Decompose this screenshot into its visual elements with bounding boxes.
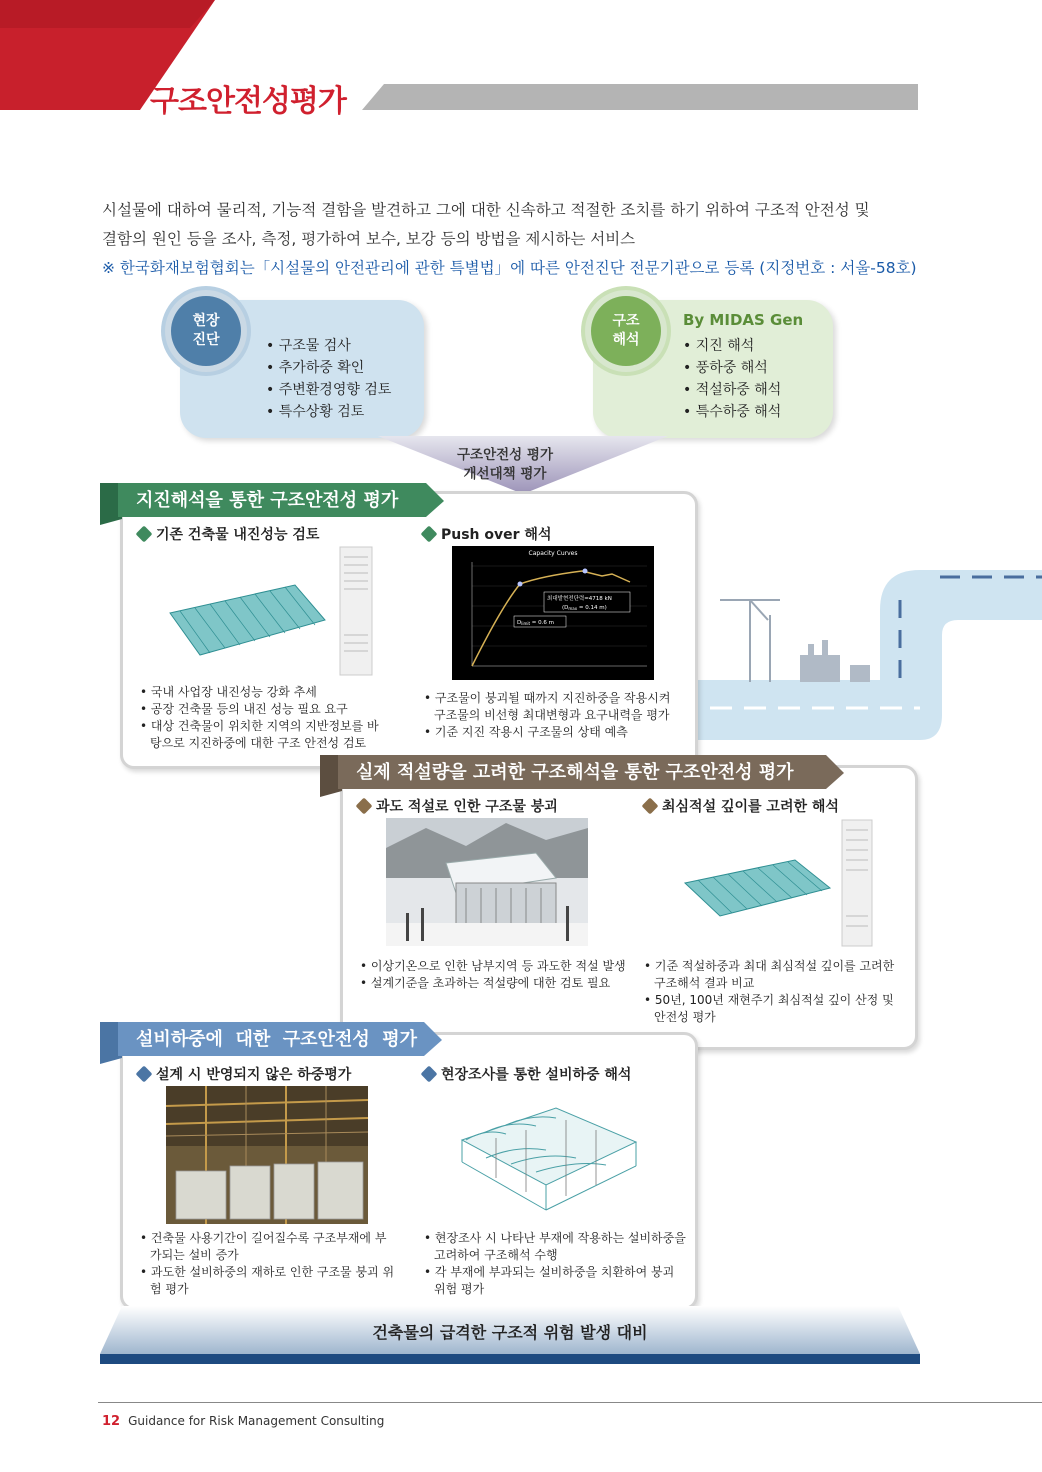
- list-item: • 각 부재에 부과되는 설비하중을 치환하여 붕괴 위험 평가: [424, 1264, 686, 1298]
- section3-right-bullets: [424, 1230, 686, 1298]
- section3-left-subtitle: [138, 1064, 351, 1084]
- field-diagnosis-list: [266, 335, 391, 423]
- list-item: • 건축물 사용기간이 길어질수록 구조부재에 부가되는 설비 증가: [140, 1230, 395, 1264]
- list-item: • 추가하중 확인: [266, 357, 391, 379]
- section3-right-subtitle: [423, 1064, 631, 1084]
- field-diagnosis-circle: [165, 290, 247, 372]
- subtitle-text: 최심적설 깊이를 고려한 해석: [662, 799, 839, 815]
- page-number: 12: [102, 1414, 121, 1429]
- list-item: • 50년, 100년 재현주기 최심적설 깊이 산정 및 안전성 평가: [644, 992, 904, 1026]
- midas-subtitle: By MIDAS Gen: [683, 311, 804, 329]
- footer-banner-text: 건축물의 급격한 구조적 위험 발생 대비: [372, 1323, 648, 1342]
- list-item: • 적설하중 해석: [683, 379, 781, 401]
- diamond-icon: [136, 1066, 153, 1083]
- list-item: • 현장조사 시 나타난 부재에 작용하는 설비하중을 고려하여 구조해석 수행: [424, 1230, 686, 1264]
- chart-annotation-max-shear: 최대발현전단력=4718 kN: [547, 596, 612, 602]
- factory-interior-photo: [166, 1086, 368, 1224]
- section3-title: 설비하중에 대한 구조안전성 평가: [136, 1029, 418, 1050]
- list-item: • 대상 건축물이 위치한 지역의 지반정보를 바탕으로 지진하중에 대한 구조 안전성 검토: [140, 718, 390, 752]
- section1-left-bullets: [140, 684, 390, 752]
- page-footer: [102, 1414, 384, 1429]
- section1-right-subtitle: [423, 524, 551, 544]
- list-item: • 공장 건축물 등의 내진 성능 필요 요구: [140, 701, 390, 718]
- roof-truss-model-image: [456, 1090, 642, 1218]
- subtitle-text: 설계 시 반영되지 않은 하중평가: [156, 1067, 352, 1083]
- circle-label-2: 진단: [192, 332, 220, 348]
- page-footer-label: Guidance for Risk Management Consulting: [128, 1414, 385, 1428]
- diamond-icon: [421, 526, 438, 543]
- list-item: • 국내 사업장 내진성능 강화 추세: [140, 684, 390, 701]
- intro-text: [102, 196, 932, 283]
- section3-left-bullets: [140, 1230, 395, 1298]
- snow-frame-model-image: [680, 818, 880, 948]
- list-item: • 설계기준을 초과하는 적설량에 대한 검토 필요: [360, 975, 635, 992]
- diamond-icon: [136, 526, 153, 543]
- list-item: • 주변환경영향 검토: [266, 379, 391, 401]
- list-item: • 지진 해석: [683, 335, 781, 357]
- chart-title: Capacity Curves: [528, 550, 578, 557]
- section2-left-subtitle: [358, 796, 558, 816]
- list-item: • 구조물 검사: [266, 335, 391, 357]
- diamond-icon: [356, 798, 373, 815]
- title-bar: [362, 84, 918, 110]
- subtitle-text: 과도 적설로 인한 구조물 붕괴: [376, 799, 558, 815]
- section2-left-bullets: [360, 958, 635, 992]
- circle-label-1: 현장: [192, 313, 220, 329]
- intro-line-2: 결함의 원인 등을 조사, 측정, 평가하여 보수, 보강 등의 방법을 제시하는 서비스: [102, 230, 636, 248]
- subtitle-text: 현장조사를 통한 설비하중 해석: [441, 1067, 632, 1083]
- section2-right-subtitle: [644, 796, 839, 816]
- capacity-curve-chart: [452, 546, 654, 680]
- chart-annotation-limit: Dlimit = 0.6 m: [517, 620, 555, 626]
- list-item: • 기준 적설하중과 최대 최심적설 깊이를 고려한 구조해석 결과 비교: [644, 958, 904, 992]
- structural-analysis-list: [683, 335, 781, 423]
- snow-collapse-photo: [386, 818, 588, 946]
- intro-line-1: 시설물에 대하여 물리적, 기능적 결함을 발견하고 그에 대한 신속하고 적절한 조치를 하기 위하여 구조적 안전성 및: [102, 201, 870, 219]
- list-item: • 이상기온으로 인한 남부지역 등 과도한 적설 발생: [360, 958, 635, 975]
- section1-title: 지진해석을 통한 구조안전성 평가: [136, 490, 399, 511]
- funnel-line-1: 구조안전성 평가: [457, 447, 553, 463]
- funnel-label: [380, 446, 630, 484]
- footer-divider: [98, 1402, 1042, 1403]
- circle-label-2: 해석: [612, 332, 640, 348]
- intro-note: ※ 한국화재보험협회는「시설물의 안전관리에 관한 특별법」에 따른 안전진단 전문기관으로 등록 (지정번호 : 서울-58호): [102, 259, 917, 277]
- page-title: 구조안전성평가: [150, 84, 346, 119]
- list-item: • 특수상황 검토: [266, 401, 391, 423]
- section1-right-bullets: [424, 690, 674, 741]
- list-item: • 과도한 설비하중의 재하로 인한 구조물 붕괴 위험 평가: [140, 1264, 395, 1298]
- frame-model-image: [160, 545, 380, 680]
- funnel-line-2: 개선대책 평가: [463, 466, 547, 482]
- subtitle-text: 기존 건축물 내진성능 검토: [156, 527, 320, 543]
- list-item: • 구조물이 붕괴될 때까지 지진하중을 작용시켜 구조물의 비선형 최대변형과 요구내력을 평가: [424, 690, 674, 724]
- section2-title: 실제 적설량을 고려한 구조해석을 통한 구조안전성 평가: [356, 762, 794, 783]
- section2-right-bullets: [644, 958, 904, 1026]
- circle-label-1: 구조: [612, 313, 640, 329]
- list-item: • 특수하중 해석: [683, 401, 781, 423]
- subtitle-text: Push over 해석: [441, 527, 552, 543]
- chart-annotation-max-displacement: (Dmax = 0.14 m): [562, 605, 607, 611]
- diamond-icon: [421, 1066, 438, 1083]
- list-item: • 풍하중 해석: [683, 357, 781, 379]
- diamond-icon: [642, 798, 659, 815]
- structural-analysis-circle: [585, 290, 667, 372]
- list-item: • 기준 지진 작용시 구조물의 상태 예측: [424, 724, 674, 741]
- section1-left-subtitle: [138, 524, 319, 544]
